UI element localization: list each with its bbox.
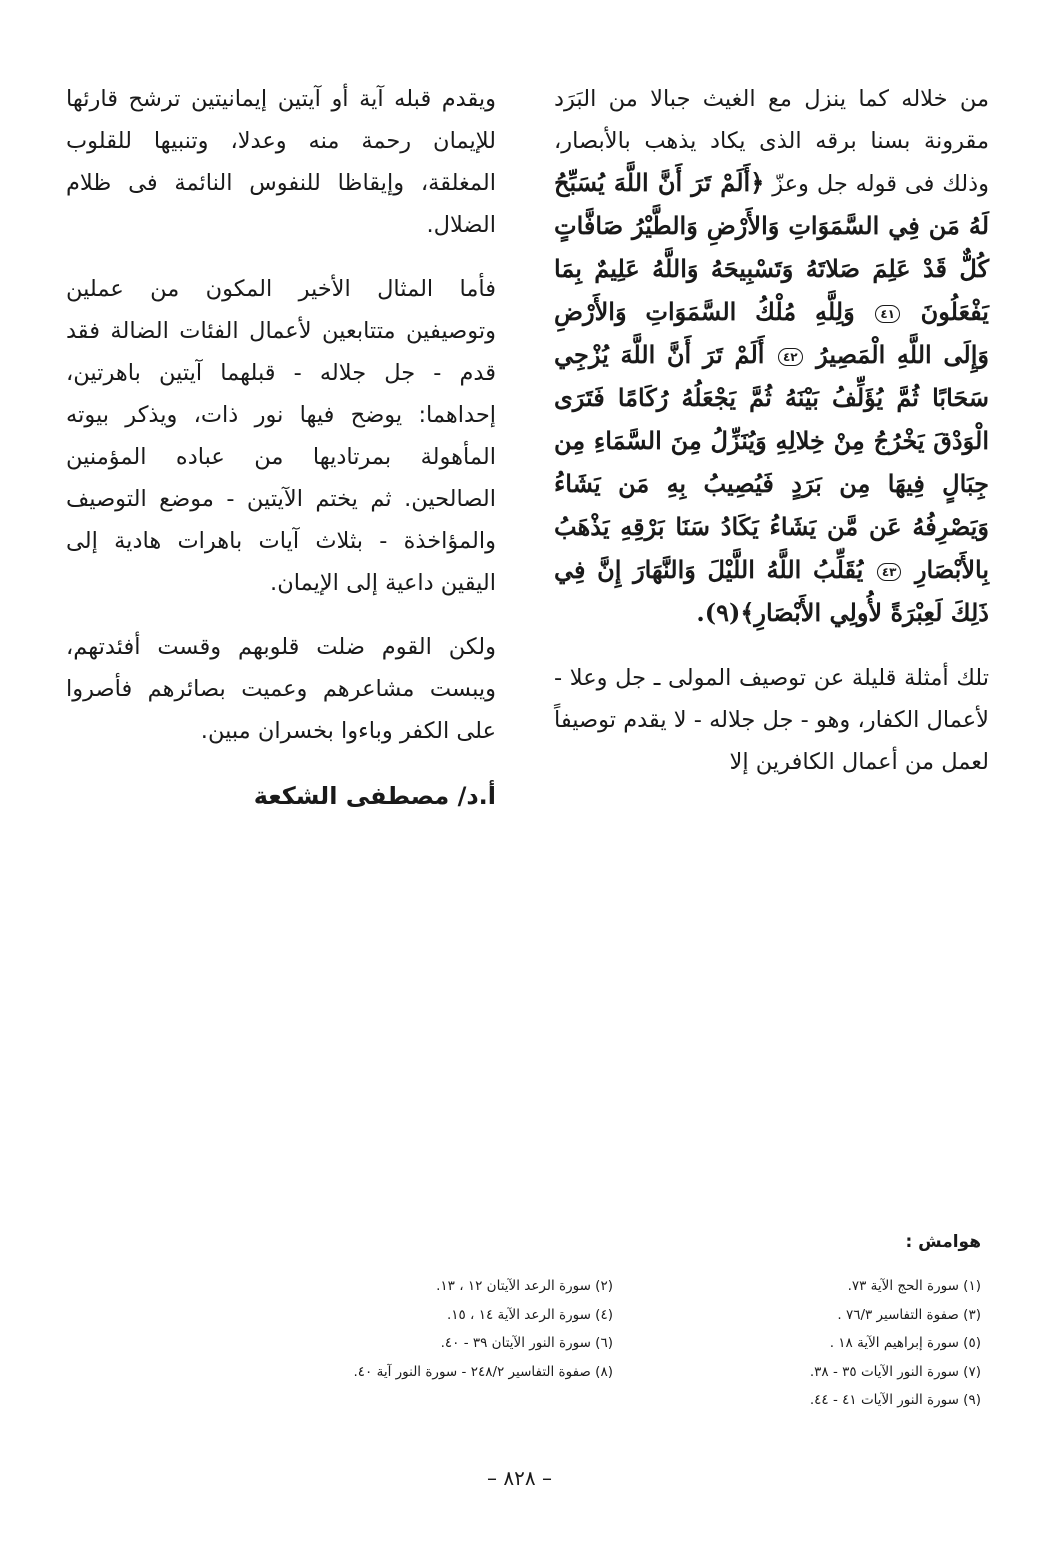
intro-line-3: بالأبصار، وذلك فى قوله جل وعزّ — [554, 128, 989, 197]
footnotes-even — [273, 1272, 613, 1386]
footnotes-title: هوامش : — [905, 1232, 981, 1252]
quran-verse-41: ﴿أَلَمْ تَرَ أَنَّ اللَّهَ يُسَبِّحُ لَهُ مَن فِي السَّمَوَاتِ وَالأَرْضِ وَالطَّيْرُ صَافَّاتٍ كُلٌّ قَدْ عَلِمَ صَلاتَهُ وَتَسْبِيحَهُ وَاللَّهُ عَلِيمٌ بِمَا يَفْعَلُونَ — [554, 168, 989, 326]
quran-verse-43: أَلَمْ تَرَ أَنَّ اللَّهَ يُزْجِي سَحَابًا ثُمَّ يُؤَلِّفُ بَيْنَهُ ثُمَّ يَجْعَلُهُ رُكَامًا فَتَرَى الْوَدْقَ يَخْرُجُ مِنْ خِلالِهِ وَيُنَزِّلُ مِنَ السَّمَاءِ مِن جِبَالٍ فِيهَا مِن بَرَدٍ فَيُصِيبُ بِهِ مَن يَشَاءُ وَيَصْرِفُهُ عَن مَّن يَشَاءُ يَكَادُ سَنَا بَرْقِهِ يَذْهَبُ بِالأَبْصَارِ — [554, 340, 990, 584]
paragraph-intro — [554, 78, 989, 635]
footnote-6: (٦) سورة النور الآيتان ٣٩ - ٤٠. — [440, 1335, 613, 1351]
quran-verse-44: يُقَلِّبُ اللَّهُ اللَّيْلَ وَالنَّهَارَ إِنَّ فِي ذَلِكَ لَعِبْرَةً لأُولِي الأَبْصَارِ﴾(٩). — [554, 555, 989, 627]
aya-number-41: ٤١ — [875, 305, 900, 323]
intro-line-2: مقرونة بسنا برقه الذى يكاد يذهب — [644, 128, 989, 154]
footnote-5: (٥) سورة إبراهيم الآية ١٨ . — [829, 1335, 981, 1351]
paragraph-conclusion: ولكن القوم ضلت قلوبهم وقست أفئدتهم، ويبست مشاعرهم وعميت بصائرهم فأصروا على الكفر وباءوا بخسران مبين. — [66, 634, 496, 744]
footnote-7: (٧) سورة النور الآيات ٣٥ - ٣٨. — [809, 1363, 981, 1380]
footnote-1: (١) سورة الحج الآية ٧٣. — [847, 1278, 981, 1294]
footnote-4: (٤) سورة الرعد الآية ١٤ ، ١٥. — [446, 1306, 613, 1323]
footnote-2: (٢) سورة الرعد الآيتان ١٢ ، ١٣. — [436, 1278, 613, 1294]
aya-number-42: ٤٢ — [778, 348, 803, 366]
paragraph-faith-verses: ويقدم قبله آية أو آيتين إيمانيتين ترشح قارئها للإيمان رحمة منه وعدلا، وتنبيها للقلوب المغلقة، وإيقاظا للنفوس النائمة فى ظلام الضلال. — [66, 86, 496, 238]
quran-verse-42: وَلِلَّهِ مُلْكُ السَّمَوَاتِ وَالأَرْضِ وَإِلَى اللَّهِ الْمَصِيرُ — [554, 297, 989, 369]
page-number: – ٨٢٨ – — [487, 1466, 552, 1490]
paragraph-examples: تلك أمثلة قليلة عن توصيف المولى ـ جل وعلا - لأعمال الكفار، وهو - جل جلاله - لا يقدم توصيفاً لعمل من أعمال الكافرين إلا — [554, 665, 989, 775]
footnotes-odd — [721, 1272, 981, 1415]
left-column — [66, 78, 496, 810]
footnote-3: (٣) صفوة التفاسير ٧٦/٣ . — [837, 1306, 981, 1323]
paragraph-last-example: فأما المثال الأخير المكون من عملين وتوصيفين متتابعين لأعمال الفئات الضالة فقد قدم - جل جلاله - قبلهما آيتين باهرتين، إحداهما: يوضح فيها نور ذات، ويذكر بيوته المأهولة بمرتاديها من عباده المؤمنين الصالحين. ثم يختم الآيتين - موضع التوصيف والمؤاخذة - بثلاث آيات باهرات هادية إلى اليقين داعية إلى الإيمان. — [66, 276, 496, 596]
author-signature: أ.د/ مصطفى الشكعة — [253, 782, 496, 810]
aya-number-43: ٤٣ — [877, 563, 902, 581]
intro-line-1: من خلاله كما ينزل مع الغيث جبالا من البَرَد — [554, 86, 989, 112]
footnote-9: (٩) سورة النور الآيات ٤١ - ٤٤. — [809, 1392, 981, 1408]
right-column — [554, 78, 989, 783]
footnote-8: (٨) صفوة التفاسير ٢٤٨/٢ - سورة النور آية ٤٠. — [353, 1363, 613, 1380]
